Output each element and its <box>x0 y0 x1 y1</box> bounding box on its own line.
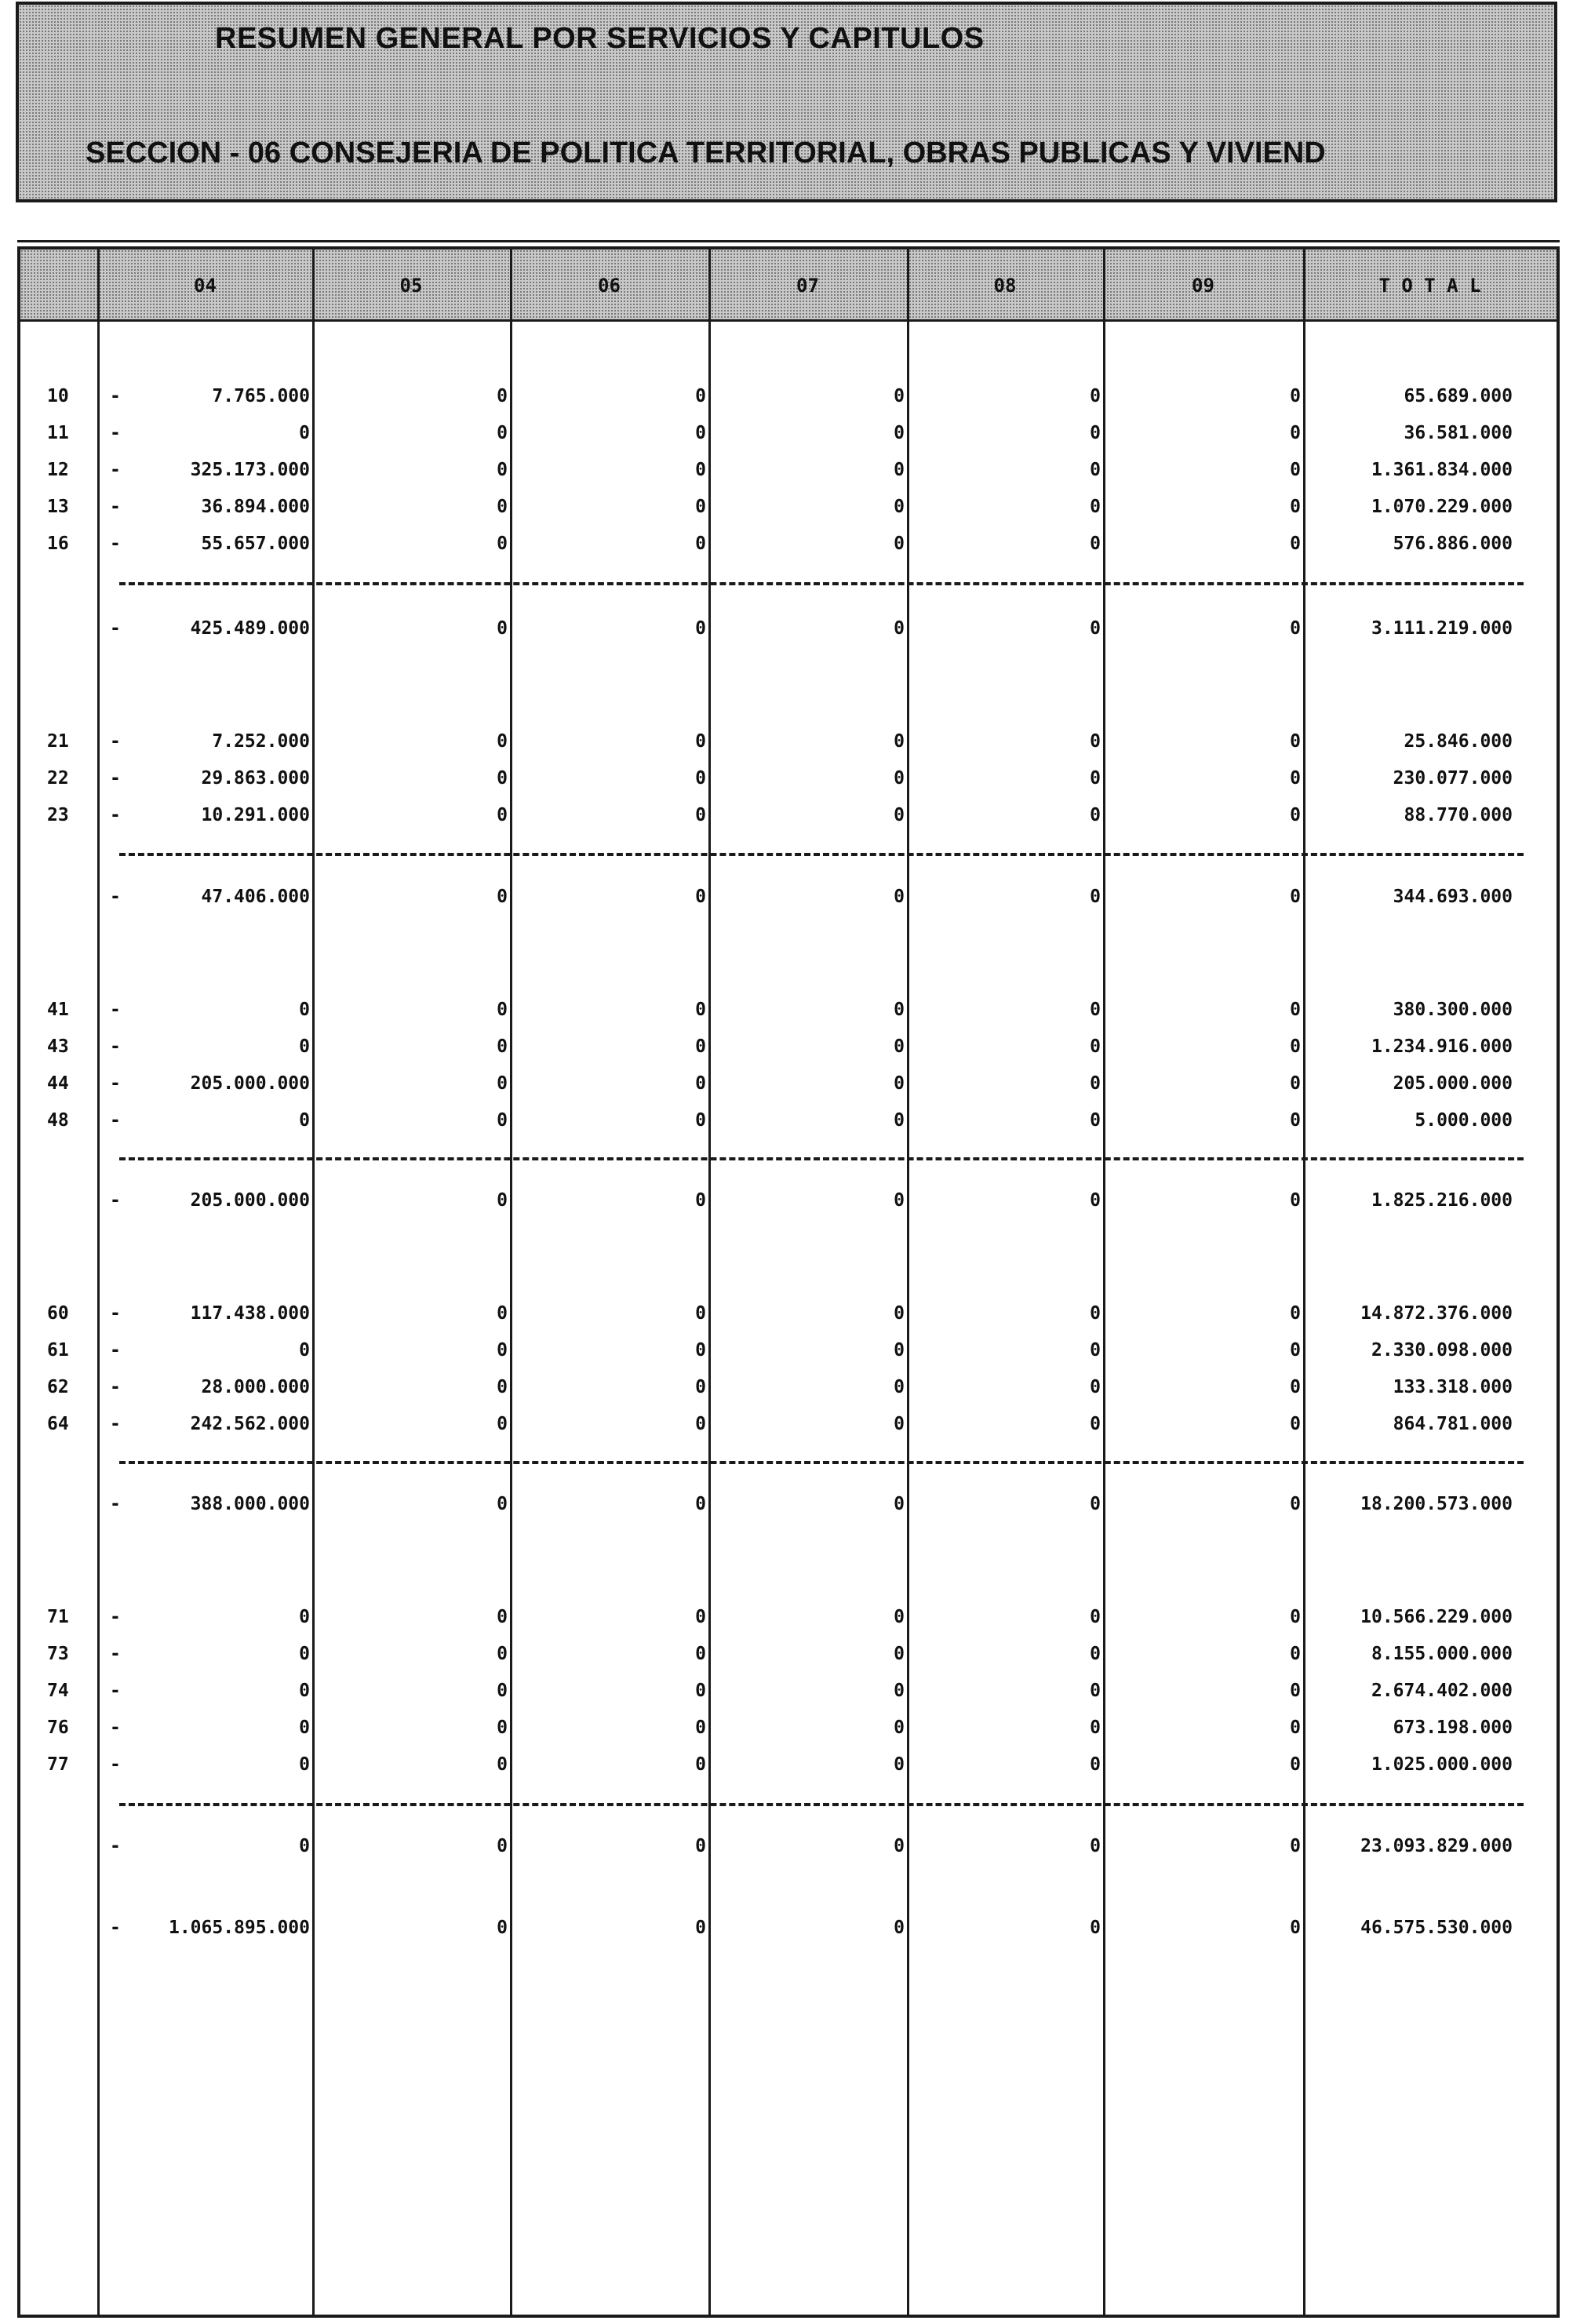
value-04: 0 <box>299 1836 310 1856</box>
table-row <box>0 762 1573 793</box>
table-row <box>0 993 1573 1025</box>
row-dash: - <box>110 1918 121 1938</box>
value-04: 0 <box>299 423 310 443</box>
value-05: 0 <box>497 1918 508 1938</box>
value-07: 0 <box>894 497 905 517</box>
value-04: 1.065.895.000 <box>168 1918 310 1938</box>
value-04: 7.765.000 <box>212 386 310 406</box>
value-04: 0 <box>299 1607 310 1627</box>
value-04: 10.291.000 <box>201 805 310 825</box>
chapter-code: 76 <box>47 1718 69 1738</box>
value-total: 18.200.573.000 <box>1360 1494 1513 1514</box>
column-divider <box>510 250 512 2315</box>
table-row <box>0 417 1573 448</box>
value-04: 0 <box>299 1036 310 1057</box>
subtotal-row <box>0 1488 1573 1519</box>
value-09: 0 <box>1290 497 1301 517</box>
value-07: 0 <box>894 1000 905 1020</box>
value-05: 0 <box>497 1607 508 1627</box>
dashed-separator <box>119 1461 1524 1464</box>
col-header-06: 06 <box>598 275 621 297</box>
value-08: 0 <box>1090 887 1101 907</box>
value-05: 0 <box>497 1110 508 1131</box>
chapter-code: 61 <box>47 1340 69 1361</box>
value-07: 0 <box>894 386 905 406</box>
value-09: 0 <box>1290 1494 1301 1514</box>
value-06: 0 <box>695 1303 706 1324</box>
table-row <box>0 1371 1573 1402</box>
value-07: 0 <box>894 534 905 554</box>
value-total: 1.025.000.000 <box>1371 1754 1513 1775</box>
column-divider <box>907 250 909 2315</box>
value-05: 0 <box>497 1190 508 1211</box>
row-dash: - <box>110 1303 121 1324</box>
table-row <box>0 1674 1573 1706</box>
value-04: 0 <box>299 1644 310 1664</box>
value-05: 0 <box>497 887 508 907</box>
value-07: 0 <box>894 1918 905 1938</box>
value-09: 0 <box>1290 1607 1301 1627</box>
value-07: 0 <box>894 1494 905 1514</box>
value-07: 0 <box>894 887 905 907</box>
row-dash: - <box>110 768 121 789</box>
table-row <box>0 1030 1573 1062</box>
value-06: 0 <box>695 497 706 517</box>
value-07: 0 <box>894 1190 905 1211</box>
value-total: 25.846.000 <box>1404 731 1513 752</box>
value-05: 0 <box>497 386 508 406</box>
value-total: 2.330.098.000 <box>1371 1340 1513 1361</box>
value-total: 1.234.916.000 <box>1371 1036 1513 1057</box>
chapter-code: 23 <box>47 805 69 825</box>
value-04: 0 <box>299 1681 310 1701</box>
dashed-separator <box>119 1157 1524 1160</box>
table-row <box>0 725 1573 756</box>
value-05: 0 <box>497 768 508 789</box>
value-06: 0 <box>695 887 706 907</box>
table-row <box>0 1067 1573 1098</box>
value-07: 0 <box>894 1607 905 1627</box>
value-08: 0 <box>1090 1340 1101 1361</box>
table-row <box>0 1104 1573 1135</box>
value-total: 46.575.530.000 <box>1360 1918 1513 1938</box>
chapter-code: 21 <box>47 731 69 752</box>
value-total: 380.300.000 <box>1393 1000 1513 1020</box>
value-05: 0 <box>497 1377 508 1397</box>
column-divider <box>312 250 315 2315</box>
value-total: 8.155.000.000 <box>1371 1644 1513 1664</box>
value-09: 0 <box>1290 887 1301 907</box>
value-08: 0 <box>1090 1414 1101 1434</box>
value-09: 0 <box>1290 1644 1301 1664</box>
value-05: 0 <box>497 534 508 554</box>
value-08: 0 <box>1090 497 1101 517</box>
value-04: 28.000.000 <box>201 1377 310 1397</box>
value-09: 0 <box>1290 1681 1301 1701</box>
col-header-09: 09 <box>1192 275 1214 297</box>
chapter-code: 41 <box>47 1000 69 1020</box>
value-05: 0 <box>497 1644 508 1664</box>
value-08: 0 <box>1090 423 1101 443</box>
value-total: 23.093.829.000 <box>1360 1836 1513 1856</box>
value-07: 0 <box>894 731 905 752</box>
table-row <box>0 454 1573 485</box>
value-total: 133.318.000 <box>1393 1377 1513 1397</box>
row-dash: - <box>110 1036 121 1057</box>
value-08: 0 <box>1090 1036 1101 1057</box>
value-07: 0 <box>894 618 905 639</box>
dashed-separator <box>119 853 1524 856</box>
row-dash: - <box>110 731 121 752</box>
column-divider <box>1103 250 1105 2315</box>
row-dash: - <box>110 1836 121 1856</box>
value-04: 205.000.000 <box>190 1073 310 1094</box>
row-dash: - <box>110 497 121 517</box>
chapter-code: 62 <box>47 1377 69 1397</box>
row-dash: - <box>110 1607 121 1627</box>
table-row <box>0 1637 1573 1669</box>
subtotal-row <box>0 1830 1573 1861</box>
value-09: 0 <box>1290 1190 1301 1211</box>
value-05: 0 <box>497 497 508 517</box>
table-top-rule <box>17 240 1560 242</box>
value-04: 55.657.000 <box>201 534 310 554</box>
row-dash: - <box>110 1340 121 1361</box>
value-09: 0 <box>1290 1918 1301 1938</box>
value-04: 117.438.000 <box>190 1303 310 1324</box>
value-09: 0 <box>1290 731 1301 752</box>
table-row <box>0 380 1573 411</box>
chapter-code: 74 <box>47 1681 69 1701</box>
value-09: 0 <box>1290 1754 1301 1775</box>
value-04: 47.406.000 <box>201 887 310 907</box>
value-08: 0 <box>1090 618 1101 639</box>
chapter-code: 44 <box>47 1073 69 1094</box>
row-dash: - <box>110 1000 121 1020</box>
value-total: 673.198.000 <box>1393 1718 1513 1738</box>
value-06: 0 <box>695 1681 706 1701</box>
value-total: 344.693.000 <box>1393 887 1513 907</box>
value-07: 0 <box>894 1414 905 1434</box>
row-dash: - <box>110 534 121 554</box>
chapter-code: 11 <box>47 423 69 443</box>
value-07: 0 <box>894 1036 905 1057</box>
value-08: 0 <box>1090 460 1101 480</box>
value-08: 0 <box>1090 1377 1101 1397</box>
value-06: 0 <box>695 618 706 639</box>
chapter-code: 77 <box>47 1754 69 1775</box>
row-dash: - <box>110 887 121 907</box>
table-row <box>0 1408 1573 1439</box>
value-total: 230.077.000 <box>1393 768 1513 789</box>
value-07: 0 <box>894 1836 905 1856</box>
value-06: 0 <box>695 805 706 825</box>
value-06: 0 <box>695 386 706 406</box>
chapter-code: 64 <box>47 1414 69 1434</box>
value-07: 0 <box>894 1340 905 1361</box>
value-06: 0 <box>695 1073 706 1094</box>
value-04: 425.489.000 <box>190 618 310 639</box>
value-08: 0 <box>1090 1110 1101 1131</box>
value-06: 0 <box>695 1190 706 1211</box>
value-09: 0 <box>1290 1718 1301 1738</box>
table-row <box>0 1297 1573 1328</box>
row-dash: - <box>110 1190 121 1211</box>
chapter-code: 16 <box>47 534 69 554</box>
value-06: 0 <box>695 1644 706 1664</box>
value-06: 0 <box>695 1754 706 1775</box>
value-09: 0 <box>1290 460 1301 480</box>
value-09: 0 <box>1290 805 1301 825</box>
value-04: 388.000.000 <box>190 1494 310 1514</box>
value-04: 205.000.000 <box>190 1190 310 1211</box>
col-header-total: T O T A L <box>1378 275 1481 297</box>
value-06: 0 <box>695 423 706 443</box>
row-dash: - <box>110 423 121 443</box>
value-05: 0 <box>497 805 508 825</box>
section-title: SECCION - 06 CONSEJERIA DE POLITICA TERRITORIAL, OBRAS PUBLICAS Y VIVIEND <box>86 137 1326 169</box>
row-dash: - <box>110 386 121 406</box>
value-total: 864.781.000 <box>1393 1414 1513 1434</box>
value-09: 0 <box>1290 1414 1301 1434</box>
value-08: 0 <box>1090 1303 1101 1324</box>
table-row <box>0 527 1573 559</box>
subtotal-row <box>0 880 1573 912</box>
col-header-07: 07 <box>796 275 819 297</box>
chapter-code: 12 <box>47 460 69 480</box>
value-07: 0 <box>894 423 905 443</box>
grand-total-row <box>0 1911 1573 1943</box>
value-09: 0 <box>1290 423 1301 443</box>
value-06: 0 <box>695 1340 706 1361</box>
value-05: 0 <box>497 1303 508 1324</box>
subtotal-row <box>0 612 1573 643</box>
value-05: 0 <box>497 1073 508 1094</box>
table-row <box>0 1711 1573 1743</box>
value-08: 0 <box>1090 805 1101 825</box>
value-08: 0 <box>1090 1190 1101 1211</box>
value-05: 0 <box>497 1754 508 1775</box>
value-09: 0 <box>1290 768 1301 789</box>
value-09: 0 <box>1290 534 1301 554</box>
row-dash: - <box>110 805 121 825</box>
value-07: 0 <box>894 768 905 789</box>
value-total: 205.000.000 <box>1393 1073 1513 1094</box>
value-05: 0 <box>497 460 508 480</box>
column-divider <box>708 250 711 2315</box>
table-row <box>0 1334 1573 1365</box>
value-08: 0 <box>1090 534 1101 554</box>
value-08: 0 <box>1090 1754 1101 1775</box>
value-08: 0 <box>1090 731 1101 752</box>
value-06: 0 <box>695 1000 706 1020</box>
value-total: 576.886.000 <box>1393 534 1513 554</box>
value-09: 0 <box>1290 618 1301 639</box>
value-08: 0 <box>1090 1607 1101 1627</box>
value-06: 0 <box>695 1494 706 1514</box>
value-total: 36.581.000 <box>1404 423 1513 443</box>
table-row <box>0 1601 1573 1632</box>
value-total: 10.566.229.000 <box>1360 1607 1513 1627</box>
value-04: 0 <box>299 1000 310 1020</box>
value-09: 0 <box>1290 1377 1301 1397</box>
value-total: 65.689.000 <box>1404 386 1513 406</box>
value-06: 0 <box>695 460 706 480</box>
value-06: 0 <box>695 1918 706 1938</box>
value-06: 0 <box>695 1718 706 1738</box>
row-dash: - <box>110 1073 121 1094</box>
value-total: 14.872.376.000 <box>1360 1303 1513 1324</box>
value-04: 0 <box>299 1110 310 1131</box>
row-dash: - <box>110 1110 121 1131</box>
value-05: 0 <box>497 731 508 752</box>
value-05: 0 <box>497 618 508 639</box>
value-05: 0 <box>497 1000 508 1020</box>
value-09: 0 <box>1290 1000 1301 1020</box>
value-08: 0 <box>1090 1718 1101 1738</box>
chapter-code: 22 <box>47 768 69 789</box>
value-08: 0 <box>1090 1000 1101 1020</box>
chapter-code: 10 <box>47 386 69 406</box>
value-05: 0 <box>497 1340 508 1361</box>
value-07: 0 <box>894 1303 905 1324</box>
chapter-code: 73 <box>47 1644 69 1664</box>
chapter-code: 13 <box>47 497 69 517</box>
value-total: 2.674.402.000 <box>1371 1681 1513 1701</box>
value-07: 0 <box>894 1681 905 1701</box>
column-divider <box>97 250 100 2315</box>
value-04: 36.894.000 <box>201 497 310 517</box>
value-08: 0 <box>1090 768 1101 789</box>
value-07: 0 <box>894 1754 905 1775</box>
value-total: 88.770.000 <box>1404 805 1513 825</box>
subtotal-row <box>0 1184 1573 1215</box>
value-08: 0 <box>1090 386 1101 406</box>
value-total: 1.361.834.000 <box>1371 460 1513 480</box>
value-07: 0 <box>894 1110 905 1131</box>
value-08: 0 <box>1090 1494 1101 1514</box>
value-08: 0 <box>1090 1836 1101 1856</box>
value-05: 0 <box>497 423 508 443</box>
value-04: 242.562.000 <box>190 1414 310 1434</box>
value-05: 0 <box>497 1414 508 1434</box>
report-title: RESUMEN GENERAL POR SERVICIOS Y CAPITULOS <box>215 22 985 55</box>
value-07: 0 <box>894 805 905 825</box>
value-08: 0 <box>1090 1918 1101 1938</box>
value-09: 0 <box>1290 386 1301 406</box>
value-04: 0 <box>299 1340 310 1361</box>
value-06: 0 <box>695 534 706 554</box>
chapter-code: 43 <box>47 1036 69 1057</box>
value-05: 0 <box>497 1718 508 1738</box>
value-05: 0 <box>497 1036 508 1057</box>
value-07: 0 <box>894 1718 905 1738</box>
row-dash: - <box>110 1377 121 1397</box>
value-04: 325.173.000 <box>190 460 310 480</box>
value-07: 0 <box>894 460 905 480</box>
value-07: 0 <box>894 1377 905 1397</box>
value-05: 0 <box>497 1681 508 1701</box>
value-05: 0 <box>497 1836 508 1856</box>
row-dash: - <box>110 460 121 480</box>
row-dash: - <box>110 1718 121 1738</box>
row-dash: - <box>110 1681 121 1701</box>
value-04: 0 <box>299 1754 310 1775</box>
value-07: 0 <box>894 1073 905 1094</box>
dashed-separator <box>119 1803 1524 1806</box>
value-07: 0 <box>894 1644 905 1664</box>
value-09: 0 <box>1290 1036 1301 1057</box>
value-04: 0 <box>299 1718 310 1738</box>
col-header-08: 08 <box>993 275 1017 297</box>
row-dash: - <box>110 1644 121 1664</box>
title-box <box>16 2 1557 202</box>
value-06: 0 <box>695 1110 706 1131</box>
value-06: 0 <box>695 731 706 752</box>
value-09: 0 <box>1290 1073 1301 1094</box>
value-total: 1.825.216.000 <box>1371 1190 1513 1211</box>
chapter-code: 60 <box>47 1303 69 1324</box>
dashed-separator <box>119 582 1524 585</box>
value-08: 0 <box>1090 1681 1101 1701</box>
value-total: 5.000.000 <box>1415 1110 1513 1131</box>
value-09: 0 <box>1290 1340 1301 1361</box>
value-09: 0 <box>1290 1836 1301 1856</box>
table-row <box>0 1748 1573 1779</box>
value-04: 29.863.000 <box>201 768 310 789</box>
row-dash: - <box>110 1754 121 1775</box>
col-header-04: 04 <box>194 275 217 297</box>
row-dash: - <box>110 1494 121 1514</box>
value-08: 0 <box>1090 1644 1101 1664</box>
column-divider <box>1303 250 1305 2315</box>
value-06: 0 <box>695 1607 706 1627</box>
value-09: 0 <box>1290 1110 1301 1131</box>
table-row <box>0 490 1573 522</box>
value-total: 1.070.229.000 <box>1371 497 1513 517</box>
value-06: 0 <box>695 1414 706 1434</box>
value-08: 0 <box>1090 1073 1101 1094</box>
value-06: 0 <box>695 768 706 789</box>
col-header-05: 05 <box>399 275 423 297</box>
value-04: 7.252.000 <box>212 731 310 752</box>
table-row <box>0 799 1573 830</box>
chapter-code: 71 <box>47 1607 69 1627</box>
value-09: 0 <box>1290 1303 1301 1324</box>
row-dash: - <box>110 1414 121 1434</box>
value-05: 0 <box>497 1494 508 1514</box>
chapter-code: 48 <box>47 1110 69 1131</box>
row-dash: - <box>110 618 121 639</box>
value-06: 0 <box>695 1377 706 1397</box>
value-06: 0 <box>695 1836 706 1856</box>
value-total: 3.111.219.000 <box>1371 618 1513 639</box>
value-06: 0 <box>695 1036 706 1057</box>
